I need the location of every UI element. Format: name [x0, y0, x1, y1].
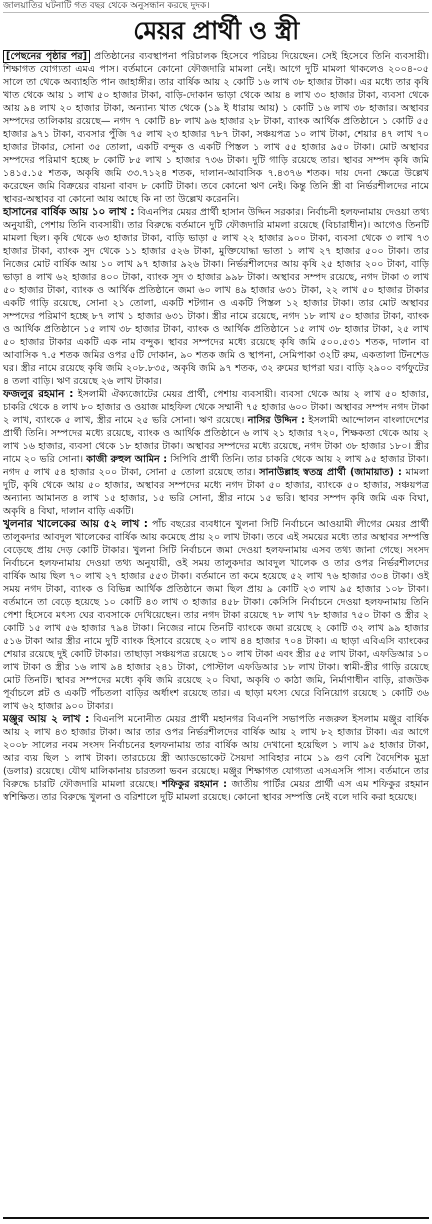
previous-article-tail: জালয়াতির ঘটনাটি গত বছর থেকে অনুসন্ধান করছে দুদক। [3, 0, 429, 13]
inline-subheading: সানাউল্লাহ স্বতন্ত্র প্রার্থী (জামায়াত) : [259, 467, 402, 478]
inline-subheading: নাসির উদ্দিন : [247, 415, 305, 426]
article-paragraph-5 [3, 713, 429, 804]
paragraph-text: ইসলামী ঐক্যজোটের মেয়র প্রার্থী, পেশায় ব্যবসায়ী। ব্যবসা থেকে আয় ২ লাখ ৫০ হাজার, চাকরি থেকে ৪ লাখ ৮০ হাজার ও ওয়াজ মাহফিল থেকে সম্মানী ৭৫ হাজার ৬০০ টাকা। অস্থাবর সম্পদ নগদ টাকা ২ লাখ, ব্যাংকে ৫ লাখ, স্ত্রীর নামে ২৫ ভরি সোনা। ঋণ রয়েছে। [3, 389, 429, 426]
paragraph-text: ইসলামী আন্দোলন বাংলাদেশের প্রার্থী তিনি। সম্পদের মধ্যে রয়েছে, ব্যাংক ও আর্থিক প্রতিষ্ঠানে ৬ লাখ ২১ হাজার ৭২০, শিক্ষকতা থেকে আয় ২ লাখ ১৬ হাজার, ব্যবসা থেকে ১৮ হাজার টাকা। অস্থাবর সম্পদের মধ্যে রয়েছে, নগদ টাকা ৩৮ হাজার ১৮০। স্ত্রীর নামে ২০ ভরি সোনা। [3, 415, 429, 465]
paragraph-text: বিএনপি মনোনীত মেয়র প্রার্থী মহানগর বিএনপি সভাপতি নজরুল ইসলাম মঞ্জুর বার্ষিক আয় ২ লাখ ৪৩ হাজার টাকা। আর তার ওপর নির্ভরশীলদের বার্ষিক আয় ২ লাখ ৮২ হাজার টাকা। এর আগে ২০০৮ সালের নবম সংসদ নির্বাচনের হলফনামায় তার বার্ষিক আয় দেখানো হয়েছিল ১ লাখ ৯৫ হাজার টাকা, আর ব্যয় ছিল ১ লাখ টাকা। তারচেয়ে স্ত্রী অ্যাডভোকেট সৈয়দা সাবিহার নামে ১৯ গুণ বেশি বৈদেশিক মুদ্রা (ডলার) রয়েছে। যৌথ মালিকানায় চারতলা ভবন রয়েছে। মঞ্জুর শিক্ষাগত যোগ্যতা এসএসসি পাস। বর্তমানে তার বিরুদ্ধে চারটি ফৌজদারি মামলা রয়েছে। [3, 714, 429, 790]
paragraph-text: জাতীয় পার্টির মেয়র প্রার্থী এস এম শফিকুর রহমান স্বশিক্ষিত। তার বিরুদ্ধে খুলনা ও বরিশালে দুটি মামলা রয়েছে। কোনো স্থাবর সম্পত্তি নেই বলে দাবি করা হয়েছে। [3, 779, 429, 803]
paragraph-text: সিপিবি প্রার্থী তিনি। তার চাকরি থেকে আয় ২ লাখ ৯৫ হাজার টাকা। নগদ ৫ লাখ ৫৪ হাজার ২০০ টাকা, সোনা ৫ তোলা রয়েছে তার। [3, 454, 429, 478]
continued-from-marker: [পেছনের পৃষ্ঠার পর] [3, 50, 90, 63]
article-paragraph-1 [3, 50, 429, 206]
paragraph-text: প্রতিষ্ঠানের ব্যবস্থাপনা পরিচালক হিসেবে পরিচয় দিয়েছেন। সেই হিসেবে তিনি ব্যবসায়ী। শিক্ষাগত যোগ্যতা এমএ পাস। বর্তমানে কোনো ফৌজদারি মামলা নেই। আগে দুটি মামলা থাকলেও ২০০৪-০৫ সালে তা থেকে অব্যাহতি পান জাহাঙ্গীর। তার বার্ষিক আয় ২ কোটি ১৬ লাখ ৩৮ হাজার টাকা। এর মধ্যে তার কৃষি খাত থেকে আয় ১ লাখ ৫০ হাজার টাকা, বাড়ি-দোকান ভাড়া থেকে আয় ৪ লাখ ৩০ হাজার টাকা, ব্যবসা থেকে আয় ৯৪ লাখ ২০ হাজার টাকা, অন্যান্য খাত থেকে (১৯ ই ধারায় আয়) ১ কোটি ১৬ লাখ ৩৮ হাজার। অস্থাবর সম্পদের তালিকায় রয়েছে— নগদ ৭ কোটি ৪৮ লাখ ৯৬ হাজার ২৮ টাকা, ব্যাংক আর্থিক প্রতিষ্ঠানে ১ কোটি ৫৫ হাজার ৯৭১ টাকা, ব্যবসার পুঁজি ৭৫ লাখ ২৩ হাজার ৭৮৭ টাকা, সঞ্চয়পত্র ১০ লাখ টাকা, শেয়ার ৪৭ লাখ ৭০ হাজার টাকার, সোনা ৩৫ তোলা, একটি বন্দুক ও একটি পিস্তল ১ লাখ ৫৫ হাজার ৯৫০ টাকা। মোট অস্থাবর সম্পদের পরিমাণ হচ্ছে ৮ কোটি ৮৫ লাখ ১ হাজার ৭৩৬ টাকা। দুটি গাড়ি রয়েছে তার। স্থাবর সম্পদ কৃষি জমি ১৪১৫.১৫ শতক, অকৃষি জমি ৩৩.৭১২৪ শতক, দালান-আবাসিক ৭.৪৩৭৬ শতক। দায় দেনা ক্ষেত্রে উল্লেখ করেছেন জমি বিক্রয়ের বায়না বাবদ ৮ কোটি টাকা। তবে কোনো ঋণ নেই। কিন্তু তিনি স্ত্রী বা নির্ভরশীলদের নামে স্থাবর-অস্থাবর বা কোনো আয় আছে কি না তা উল্লেখ করেননি। [3, 51, 429, 205]
subheading: খুলনার খালেকের আয় ৫২ লাখ : [3, 518, 148, 530]
article-paragraph-4 [3, 518, 429, 713]
subheading: মঞ্জুর আয় ২ লাখ : [3, 713, 90, 725]
paragraph-text: মামলা দুটি, কৃষি থেকে আয় ৫০ হাজার, অস্থাবর সম্পদের মধ্যে নগদ টাকা ৫০ হাজার, ব্যাংকে ৫০ হাজার, সঞ্চয়পত্র অন্যান্য আমানত ৪ লাখ ১৫ হাজার, ১৫ ভরি সোনা, স্ত্রীর নামে ১৫ ভরি। স্থাবর সম্পদ কৃষি জমি এক বিঘা, অকৃষি ৪ বিঘা, দালান বাড়ি একটি। [3, 467, 430, 517]
article-headline: মেয়র প্রার্থী ও স্ত্রী [133, 16, 299, 45]
subheading: ফজলুর রহমান : [3, 388, 74, 400]
paragraph-text: পাঁচ বছরের ব্যবধানে খুলনা সিটি নির্বাচনে আওয়ামী লীগের মেয়র প্রার্থী তালুকদার আবদুল খালেকের বার্ষিক আয় কমেছে প্রায় ২০ লাখ টাকা। তবে এই সময়ের মধ্যে তার অস্থাবর সম্পত্তি বেড়েছে প্রায় দেড় কোটি টাকার। খুলনা সিটি নির্বাচনে জমা দেওয়া হলফনামায় এসব তথ্য জানা গেছে। সংসদ নির্বাচনে হলফনামায় দেওয়া তথ্য অনুযায়ী, ওই সময় তালুকদার আবদুল খালেক ও তার ওপর নির্ভরশীলদের বার্ষিক আয় ছিল ৭০ লাখ ২৭ হাজার ৫৫৩ টাকা। বর্তমানে তা কমে হয়েছে ৫২ লাখ ৭৬ হাজার ৩০৪ টাকা। ওই সময় নগদ টাকা, ব্যাংক ও বিভিন্ন আর্থিক প্রতিষ্ঠানে জমা ছিল প্রায় ৯ কোটি ২৩ লাখ ৯৫ হাজার ১০৮ টাকা। বর্তমানে তা বেড়ে হয়েছে ১০ কোটি ৪৩ লাখ ৩ হাজার ৪৫৮ টাকা। কেসিসি নির্বাচনে দেওয়া হলফনামায় তিনি পেশা হিসেবে মৎস্য ঘের ব্যবসাকে দেখিয়েছেন। তার নগদ টাকা রয়েছে ৭৮ লাখ ৭৮ হাজার ৭৫০ টাকা ও স্ত্রীর ২ কোটি ১৫ লাখ ৫৬ হাজার ৭৯৪ টাকা। নিজের নামে তিনটি ব্যাংকে জমা রয়েছে ২ কোটি ৩২ লাখ ৯৯ হাজার ৫১৬ টাকা আর স্ত্রীর নামে দুটি ব্যাংক হিসাবে রয়েছে ২০ লাখ ৪৪ হাজার ৭০৪ টাকা। এ ছাড়া এবিএসি ব্যাংকের শেয়ার রয়েছে দুই কোটি টাকার। তাছাড়া সঞ্চয়পত্র রয়েছে ১০ লাখ টাকা এবং স্ত্রীর ৫৫ লাখ টাকা, এফডিআর ১০ লাখ টাকা ও স্ত্রীর ১৬ লাখ ৯৪ হাজার ২৪১ টাকা, পোস্টাল এফডিআর ১৮ লাখ টাকা। স্বামী-স্ত্রীর গাড়ি রয়েছে মোট তিনটি। স্থাবর সম্পদের মধ্যে কৃষি জমি রয়েছে ২০ বিঘা, অকৃষি ৩ কাঠা জমি, নির্মাণাধীন বাড়ি, রাজউক পূর্বাচলে প্লট ও একটি পাঁচতলা বাড়ির অর্ধাংশ রয়েছে তার। এ ছাড়া মৎস্য ঘেরে বিনিয়োগ রয়েছে ১ কোটি ৩৬ লাখ ৬২ হাজার ৯০০ টাকার। [3, 519, 429, 712]
article-paragraph-2 [3, 206, 429, 388]
bottom-rule [3, 1217, 429, 1219]
paragraph-text: বিএনপির মেয়র প্রার্থী হাসান উদ্দিন সরকার। নির্বাচনী হলফনামায় দেওয়া তথ্য অনুযায়ী, পেশায় তিনি ব্যবসায়ী। তার বিরুদ্ধে বর্তমানে দুটি ফৌজদারি মামলা রয়েছে (বিচারাধীন)। আগেও তিনটি মামলা ছিল। কৃষি থেকে ৬৩ হাজার টাকা, বাড়ি ভাড়া ৫ লাখ ২২ হাজার ৯০০ টাকা, ব্যবসা থেকে ৩ লাখ ৭৩ হাজার টাকা, ব্যাংক সুদ থেকে ১১ হাজার ৫২৬ টাকা, মুক্তিযোদ্ধা ভাতা ১ লাখ ২৭ হাজার ৫০০ টাকা। তার নিজের মোট বার্ষিক আয় ১০ লাখ ৯৭ হাজার ৯২৬ টাকা। নির্ভরশীলদের আয় কৃষি ২৫ হাজার ২০০ টাকা, বাড়ি ভাড়া ৪ লাখ ৬২ হাজার ৪০০ টাকা, ব্যাংক সুদ ৩ হাজার ৯৯৮ টাকা। অস্থাবর সম্পদ রয়েছে, নগদ টাকা ৩ লাখ ৫০ হাজার টাকা, ব্যাংক ও আর্থিক প্রতিষ্ঠানে জমা ৬০ লাখ ৪৯ হাজার ৬৩১ টাকা, ২২ লাখ ৫০ হাজার টাকার একটি গাড়ি রয়েছে, সোনা ২১ তোলা, একটি শটগান ও একটি পিস্তল ১২ হাজার টাকা। তার মোট অস্থাবর সম্পদের পরিমাণ হচ্ছে ৮৭ লাখ ১ হাজার ৬৩১ টাকা। স্ত্রীর নামে রয়েছে, নগদ ১৮ লাখ ৫০ হাজার টাকা, ব্যাংক ও আর্থিক প্রতিষ্ঠানে ১৫ লাখ ৩৮ হাজার টাকা, ব্যাংক ও আর্থিক প্রতিষ্ঠানে ১৫ লাখ ৩৮ হাজার টাকা, ২৫ লাখ ৫০ হাজার টাকার একটি এক নাম বন্দুক। স্থাবর সম্পদের মধ্যে রয়েছে কৃষি জমি ৫০০.৫৩১ শতক, দালান বা আবাসিক ৭.৫ শতক জমির ওপর ৫টি দোকান, ৯০ শতক জমি ও স্থাপনা, সেমিপাকা ৩২টি রুম, একতালা টিনশেড ঘর। স্ত্রীর নামে রয়েছে কৃষি জমি ২০৮.৮৩৫, অকৃষি জমি ৯৭ শতক, ৩২ রুমের ছাপরা ঘর। বাড়ি ২৯০০ বর্গফুটের ৪ তলা বাড়ি। ঋণ রয়েছে ২৬ লাখ টাকার। [3, 207, 429, 387]
article-paragraph-3 [3, 388, 429, 518]
inline-subheading: কাজী রুহুল আমিন : [86, 454, 168, 465]
subheading: হাসানের বার্ষিক আয় ১০ লাখ : [3, 206, 135, 218]
inline-subheading: শফিকুর রহমান : [162, 779, 228, 790]
